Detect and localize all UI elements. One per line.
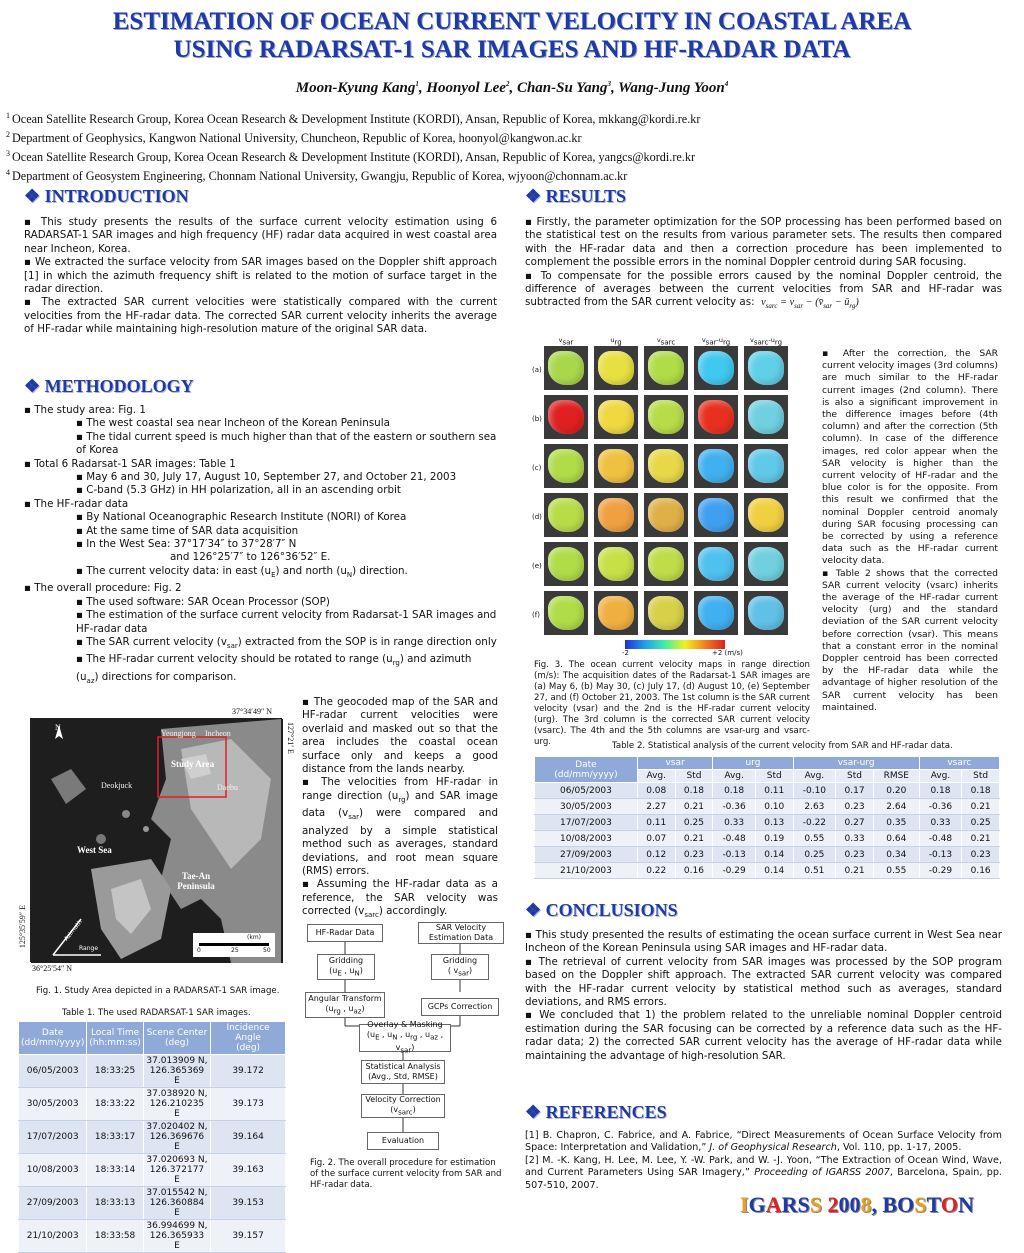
colorbar-max: +2 (m/s) — [712, 649, 743, 657]
table-cell: 0.18 — [919, 783, 962, 799]
table-cell: 0.08 — [637, 783, 675, 799]
map-lon-left: 125°35′59″ E — [18, 905, 27, 949]
table-cell: 37.038920 N, 126.210235 E — [143, 1088, 210, 1121]
flow-angular-transform: Angular Transform ($u_{rg}$ , $u_{az}$) — [305, 992, 385, 1018]
results-heading: ❖ RESULTS — [525, 186, 627, 206]
logo-letter: 2 — [827, 1192, 839, 1217]
place-incheon: Incheon — [205, 729, 231, 738]
velocity-map-tile — [544, 395, 588, 439]
table-cell: 0.25 — [793, 847, 836, 863]
table-cell: -0.13 — [919, 847, 962, 863]
method-line: ▪ At the same time of SAR data acquisition — [76, 524, 299, 537]
velocity-map-tile — [594, 493, 638, 537]
table-cell: -0.48 — [713, 831, 756, 847]
velocity-map-tile — [694, 591, 738, 635]
author-name: Chan-Su Yang — [516, 80, 608, 96]
table-cell: 18:33:22 — [87, 1088, 143, 1121]
method-line: ▪ The HF-radar data — [24, 497, 129, 510]
sar-image-drawing — [31, 719, 283, 963]
logo-letter: O — [940, 1192, 958, 1217]
table-cell: 06/05/2003 — [19, 1055, 87, 1088]
author-name: Moon-Kyung Kang — [295, 80, 416, 96]
table-cell: 0.55 — [873, 863, 919, 879]
velocity-map-grid — [528, 336, 818, 656]
logo-letter: 0 — [838, 1192, 850, 1217]
velocity-map-tile — [544, 346, 588, 390]
place-west-sea: West Sea — [77, 845, 112, 855]
table-cell: 0.10 — [755, 799, 793, 815]
table-cell: -0.29 — [713, 863, 756, 879]
conclusion-paragraph: ▪ This study presented the results of estimating the ocean surface current in West Sea near Incheon of the Korean Peninsula using SAR images and HF-radar data. — [525, 929, 1002, 955]
scale-line — [199, 943, 269, 946]
table-cell: 18:33:14 — [87, 1154, 143, 1187]
scale-bar — [193, 933, 275, 957]
method-line: ▪ C-band (5.3 GHz) in HH polarization, all in an ascending orbit — [76, 484, 401, 497]
introduction-heading: ❖ INTRODUCTION — [24, 186, 189, 206]
velocity-map-tile — [744, 444, 788, 488]
table-row — [19, 1088, 286, 1121]
table2-group-header: urg — [713, 757, 793, 770]
method-line: ▪ In the West Sea: 37°17′34″ to 37°28′7″ N — [76, 538, 297, 551]
table-cell: 18:33:13 — [87, 1187, 143, 1220]
table2-sub-header: Std — [836, 770, 874, 783]
table-cell: 10/08/2003 — [19, 1154, 87, 1187]
table2-caption: Table 2. Statistical analysis of the current velocity from SAR and HF-radar data. — [612, 741, 953, 751]
table-cell: 0.23 — [962, 847, 1000, 863]
logo-letter: 8 — [860, 1192, 872, 1217]
table-cell: 36.994699 N, 126.365933 E — [143, 1220, 210, 1253]
fig2-caption: Fig. 2. The overall procedure for estimation of the surface current velocity from SAR and HF-radar data. — [310, 1158, 502, 1190]
table2-group-header: vsarc — [919, 757, 999, 770]
results-side-paragraph: ▪ Table 2 shows that the corrected SAR current velocity (vsarc) inherits the average of the HF-radar current velocity (urg) and the standard deviation of the SAR current velocity before correction (vsar). This means that a constant error in the nominal Doppler centroid has been corrected by the HF-radar data while the advantage of higher resolution of the SAR current velocity has been maintained. — [822, 567, 998, 713]
velocity-map-tile — [744, 395, 788, 439]
method-right-paragraph: ▪ Assuming the HF-radar data as a reference, the SAR velocity was corrected $(v_{sarc})$ accordingly. — [302, 878, 498, 920]
table-cell: 0.25 — [675, 815, 713, 831]
table1-header: Date (dd/mm/yyyy) — [19, 1022, 87, 1055]
table-cell: 0.07 — [637, 831, 675, 847]
velocity-map-tile — [694, 542, 738, 586]
table2-sub-header: Avg. — [919, 770, 962, 783]
results-paragraph: ▪ Firstly, the parameter optimization for the SOP processing has been performed based on the statistical test on the results from various parameter sets. The results then compared with the HF-radar data and then a correction procedure has been implemented to complement the possible errors in the nominal Doppler centroid during SAR focusing. — [525, 216, 1002, 269]
method-line: ▪ The estimation of the surface current velocity from Radarsat-1 SAR images and HF-radar data — [76, 609, 497, 635]
table-cell: 21/10/2003 — [19, 1220, 87, 1253]
poster-title — [0, 8, 1024, 64]
scale-unit: (km) — [247, 934, 262, 941]
velocity-map-tile — [594, 444, 638, 488]
method-line: ▪ The tidal current speed is much higher than that of the eastern or southern sea of Korea — [76, 430, 497, 457]
table-cell: 17/07/2003 — [19, 1121, 87, 1154]
table-cell: 0.55 — [793, 831, 836, 847]
flow-gridding-sar: Gridding ( $v_{sar}$) — [431, 954, 489, 980]
table1-caption: Table 1. The used RADARSAT-1 SAR images. — [62, 1008, 251, 1018]
author-affil-marker: 2 — [505, 80, 510, 88]
north-label: N — [55, 723, 61, 732]
results-body — [525, 216, 1002, 314]
table-cell: 39.157 — [211, 1220, 286, 1253]
table-cell: 0.33 — [836, 831, 874, 847]
results-side-text — [822, 348, 998, 714]
fig3-column-label: $v_{sar}-u_{rg}$ — [701, 336, 731, 347]
table-cell: 0.21 — [675, 831, 713, 847]
flow-statistical-analysis: Statistical Analysis (Avg., Std, RMSE) — [361, 1060, 445, 1084]
table-cell: 0.16 — [962, 863, 1000, 879]
flow-hf-radar-data: HF-Radar Data — [307, 924, 383, 942]
conclusions-body — [525, 929, 1002, 1063]
logo-letter: S — [797, 1192, 810, 1217]
velocity-map-tile — [744, 542, 788, 586]
velocity-map-tile — [694, 444, 738, 488]
table-cell: 37.020693 N, 126.372177 E — [143, 1154, 210, 1187]
fig3-column-label: $u_{rg}$ — [610, 336, 622, 347]
table2-sub-header: Std — [755, 770, 793, 783]
flow-evaluation: Evaluation — [367, 1132, 439, 1150]
table-row — [19, 1220, 286, 1253]
title-line-1: ESTIMATION OF OCEAN CURRENT VELOCITY IN COASTAL AREA — [112, 8, 912, 35]
table-cell: -0.48 — [919, 831, 962, 847]
method-line: ▪ The HF-radar current velocity should be rotated to range $(u_{rg})$ and azimuth $(u_{az})$ directions for comparison. — [76, 653, 472, 685]
intro-paragraph: ▪ The extracted SAR current velocities were statistically compared with the current velocities from the HF-radar data. The corrected SAR current velocity inherits the average of HF-radar while maintaining high-resolution mature of the original SAR data. — [24, 296, 497, 336]
method-line: ▪ The study area: Fig. 1 — [24, 404, 146, 416]
table-cell: -0.13 — [713, 847, 756, 863]
velocity-map-tile — [744, 493, 788, 537]
table-cell: 37.015542 N, 126.360884 E — [143, 1187, 210, 1220]
place-daebu: Daebu — [217, 783, 238, 792]
table-cell: 0.25 — [962, 815, 1000, 831]
table-cell: 2.64 — [873, 799, 919, 815]
table2-sub-header: Avg. — [713, 770, 756, 783]
table-cell: 0.35 — [873, 815, 919, 831]
table-cell: 30/05/2003 — [19, 1088, 87, 1121]
method-line: ▪ The used software: SAR Ocean Processor (SOP) — [76, 595, 330, 608]
method-line: ▪ The west coastal sea near Incheon of the Korean Peninsula — [76, 417, 390, 430]
title-line-2: USING RADARSAT-1 SAR IMAGES AND HF-RADAR DATA — [173, 36, 851, 63]
method-line: ▪ By National Oceanographic Research Institute (NORI) of Korea — [76, 511, 407, 524]
table-cell: 0.18 — [675, 783, 713, 799]
logo-letter: 0 — [849, 1192, 861, 1217]
velocity-map-tile — [744, 591, 788, 635]
fig3-column-label: $v_{sarc}-u_{rg}$ — [749, 336, 783, 347]
table-row — [19, 1154, 286, 1187]
table-cell: 0.20 — [873, 783, 919, 799]
table-cell: -0.10 — [793, 783, 836, 799]
table2-sub-header: Avg. — [637, 770, 675, 783]
logo-letter: O — [897, 1192, 915, 1217]
map-lat-bottom: 36°25′54″ N — [32, 964, 73, 973]
table-cell: 0.21 — [675, 799, 713, 815]
flow-gridding-hf: Gridding ($u_E$ , $u_N$) — [317, 954, 375, 980]
table-cell: 0.11 — [755, 783, 793, 799]
table1-grid — [18, 1021, 286, 1253]
table-cell: 0.22 — [637, 863, 675, 879]
references-body — [525, 1130, 1002, 1192]
method-line: ▪ Total 6 Radarsat-1 SAR images: Table 1 — [24, 457, 236, 470]
table-cell: 0.14 — [755, 847, 793, 863]
affiliation-list — [6, 108, 1016, 184]
table-cell: 0.33 — [713, 815, 756, 831]
fig3-row-label: (a) — [532, 366, 542, 374]
velocity-map-tile — [644, 444, 688, 488]
table-cell: 0.27 — [836, 815, 874, 831]
table-cell: -0.36 — [919, 799, 962, 815]
velocity-map-tile — [544, 444, 588, 488]
table-cell: 39.173 — [211, 1088, 286, 1121]
table-cell: 39.164 — [211, 1121, 286, 1154]
velocity-map-tile — [544, 542, 588, 586]
table1-header: Local Time (hh:mm:ss) — [87, 1022, 143, 1055]
table-cell: 0.14 — [755, 863, 793, 879]
affiliation-line: $^1$ Ocean Satellite Research Group, Korea Ocean Research & Development Institute (KORDI), Ansan, Republic of Korea, mkkang@kordi.re.kr — [6, 111, 701, 127]
table-cell: 0.23 — [675, 847, 713, 863]
scale-tick: 50 — [263, 947, 271, 954]
table-cell: 0.11 — [637, 815, 675, 831]
table-cell: 0.21 — [962, 831, 1000, 847]
fig3-row-label: (e) — [532, 562, 542, 570]
place-taean: Tae-An Peninsula — [177, 871, 215, 891]
table2-group-header: vsar-urg — [793, 757, 919, 770]
colorbar — [625, 640, 725, 649]
fig3-column-label: $v_{sarc}$ — [656, 336, 676, 347]
map-lon-right: 127°21′ E — [286, 722, 295, 754]
table-cell: -0.36 — [713, 799, 756, 815]
fig3-row-label: (b) — [532, 415, 542, 423]
logo-letter: S — [914, 1192, 927, 1217]
logo-letter: N — [957, 1192, 974, 1217]
methodology-body — [24, 404, 497, 688]
author-list: Moon-Kyung Kang$^1$, Hoonyol Lee$^2$, Chan-Su Yang$^3$, Wang-Jung Yoon$^4$ — [295, 80, 729, 96]
fig3-row-label: (f) — [532, 611, 540, 619]
velocity-map-tile — [644, 591, 688, 635]
reference-item: [2] M. -K. Kang, H. Lee, M. Lee, Y. -W. Park, and W. -J. Yoon, “The Extraction of Ocean Wind, Wave, and Current Parameters Using SAR Imagery,” Proceeding of IGARSS 2007, Barcelona, Spain, pp. 507-510, 2007. — [525, 1154, 1002, 1191]
study-area-map — [30, 718, 282, 962]
table-row — [19, 1187, 286, 1220]
logo-letter: , — [871, 1192, 877, 1217]
table-cell: 39.172 — [211, 1055, 286, 1088]
author-affil-marker: 3 — [607, 80, 611, 88]
method-line: ▪ The SAR current velocity $(v_{sar})$ extracted from the SOP is in range direction only — [76, 635, 497, 650]
table-cell: 21/10/2003 — [535, 863, 638, 879]
methodology-heading: ❖ METHODOLOGY — [24, 376, 194, 396]
table-cell: 18:33:25 — [87, 1055, 143, 1088]
table-row — [535, 815, 1000, 831]
flow-overlay-masking: Overlay & Masking ($u_E$ , $u_N$ , $u_{rg}$ , $u_{az}$ , $v_{sar}$) — [359, 1024, 451, 1052]
results-paragraph: ▪ To compensate for the possible errors caused by the nominal Doppler centroid, the difference of averages between the current velocities from SAR and HF-radar was subtracted from the SAR current velocity as: $v_{sarc} = v_{sar}$ − ($v̄_{sar}$ − $ū_{rg}$) — [525, 269, 1002, 311]
table-row — [19, 1055, 286, 1088]
table-cell: 2.27 — [637, 799, 675, 815]
place-deokjuck: Deokjuck — [101, 781, 133, 790]
logo-letter: R — [781, 1192, 798, 1217]
table2-sub-header: Std — [962, 770, 1000, 783]
table-cell: 0.51 — [793, 863, 836, 879]
fig3-column-label: $v_{sar}$ — [558, 336, 574, 347]
velocity-map-tile — [694, 346, 738, 390]
author-affil-marker: 4 — [724, 80, 729, 88]
affiliation-line: $^2$ Department of Geophysics, Kangwon National University, Chuncheon, Republic of Korea, hoonyol@kangwon.ac.kr — [6, 130, 582, 146]
table2-sub-header: Avg. — [793, 770, 836, 783]
intro-paragraph: ▪ This study presents the results of the surface current velocity estimation using 6 RADARSAT-1 SAR images and high frequency (HF) radar data acquired in west coastal area near Incheon, Korea. — [24, 216, 497, 255]
table-cell: 0.64 — [873, 831, 919, 847]
method-line: ▪ May 6 and 30, July 17, August 10, September 27, and October 21, 2003 — [76, 471, 457, 484]
table-cell: 30/05/2003 — [535, 799, 638, 815]
table-cell: 2.63 — [793, 799, 836, 815]
range-label: Range — [79, 945, 99, 952]
table-cell: 0.23 — [836, 799, 874, 815]
velocity-map-tile — [544, 493, 588, 537]
table-cell: 0.13 — [755, 815, 793, 831]
table-cell: 27/09/2003 — [535, 847, 638, 863]
table-cell: 0.12 — [637, 847, 675, 863]
author-name: Wang-Jung Yoon — [618, 80, 725, 96]
logo-letter: A — [765, 1192, 782, 1217]
table-cell: 06/05/2003 — [535, 783, 638, 799]
author-name: Hoonyol Lee — [426, 80, 506, 96]
velocity-map-tile — [644, 542, 688, 586]
table-cell: 0.18 — [713, 783, 756, 799]
velocity-map-tile — [544, 591, 588, 635]
table-cell: 17/07/2003 — [535, 815, 638, 831]
table-row — [535, 799, 1000, 815]
method-right-paragraph: ▪ The geocoded map of the SAR and HF-radar current velocities were overlaid and masked out so that the area includes the coastal ocean surface only and keeps a good distance from the lands nearby. — [302, 696, 498, 776]
table2 — [534, 756, 1000, 879]
table2-sub-header: Std — [675, 770, 713, 783]
velocity-map-tile — [594, 346, 638, 390]
table-cell: 0.19 — [755, 831, 793, 847]
logo-letter: I — [740, 1192, 749, 1217]
scale-tick: 0 — [197, 947, 201, 954]
table-cell: 39.153 — [211, 1187, 286, 1220]
flow-gcps-correction: GCPs Correction — [421, 998, 499, 1016]
table-row — [535, 831, 1000, 847]
table1 — [18, 1021, 286, 1253]
table-row — [535, 783, 1000, 799]
table1-header: Scene Center (deg) — [143, 1022, 210, 1055]
method-right-paragraph: ▪ The velocities from HF-radar in range direction $(u_{rg})$ and SAR image data $(v_{sar})$ were compared and analyzed by a simple statistical method such as averages, standard deviations, and root mean square (RMS) errors. — [302, 776, 498, 877]
intro-paragraph: ▪ We extracted the surface velocity from SAR images based on the Doppler shift approach [1] in which the azimuth frequency shift is related to the motion of surface target in the radar direction. — [24, 256, 497, 296]
flow-velocity-correction: Velocity Correction $(v_{sarc})$ — [361, 1094, 445, 1118]
place-yeongjong: Yeongjong — [161, 729, 196, 738]
table-cell: -0.22 — [793, 815, 836, 831]
procedure-flowchart — [305, 920, 505, 1160]
fig3-caption: Fig. 3. The ocean current velocity maps in range direction (m/s): The acquisition dates of the Radarsat-1 SAR images are (a) May 6, (b) May 30, (c) July 17, (d) August 10, (e) September 27, and (f) October 21, 2003. The 1st column is the SAR current velocity (vsar) and the 2nd is the HF-radar current velocity (urg). The 3rd column is the corrected SAR current velocity (vsarc). The 4th and the 5th columns are vsar-urg and vsarc-urg. — [534, 660, 810, 747]
table-cell: 39.163 — [211, 1154, 286, 1187]
table2-group-header: Date (dd/mm/yyyy) — [535, 757, 638, 783]
logo-letter: B — [882, 1192, 898, 1217]
table2-sub-header: RMSE — [873, 770, 919, 783]
table-row — [535, 847, 1000, 863]
velocity-map-tile — [694, 493, 738, 537]
velocity-map-tile — [644, 493, 688, 537]
method-line: and 126°25′7″ to 126°36′52″ E. — [170, 551, 331, 564]
affiliation-line: $^3$ Ocean Satellite Research Group, Korea Ocean Research & Development Institute (KORDI), Ansan, Republic of Korea, yangcs@kordi.re.kr — [6, 149, 695, 165]
table2-grid — [534, 756, 1000, 879]
table-row — [535, 863, 1000, 879]
fig3-row-label: (d) — [532, 513, 542, 521]
references-heading: ❖ REFERENCES — [525, 1102, 667, 1122]
results-side-paragraph: ▪ After the correction, the SAR current velocity images (3rd columns) are much similar to the HF-radar current images (2nd column). There is also a significant improvement in the difference images before (4th column) and after the correction (5th column). In case of the difference images, red color appear when the SAR velocity is higher than the current velocity of HF-radar and the blue color is for the opposite. From this result we confirmed that the nominal Doppler centroid anomaly during SAR focusing processing can be corrected by using a reference data such as the HF-radar current velocity data. — [822, 348, 998, 567]
scale-tick: 25 — [231, 947, 239, 954]
velocity-map-tile — [644, 346, 688, 390]
velocity-map-tile — [644, 395, 688, 439]
method-line: ▪ The current velocity data: in east $(u_E)$ and north $(u_N)$ direction. — [76, 564, 408, 579]
table-cell: -0.29 — [919, 863, 962, 879]
conclusion-paragraph: ▪ We concluded that 1) the problem related to the unreliable nominal Doppler centroid estimation during the SAR focusing can be corrected by a reference data such as the HF-radar data; 2) the corrected SAR current velocity has the average of HF-radar data while maintaining the advantage of high-resolution SAR. — [525, 1009, 1002, 1062]
table-cell: 0.16 — [675, 863, 713, 879]
table-cell: 0.18 — [962, 783, 1000, 799]
affiliation-line: $^4$ Department of Geosystem Engineering, Chonnam National University, Gwangju, Republic of Korea, wjyoon@chonnam.ac.kr — [6, 168, 628, 184]
fig1-caption: Fig. 1. Study Area depicted in a RADARSAT-1 SAR image. — [36, 986, 280, 996]
author-affil-marker: 1 — [415, 80, 419, 88]
velocity-map-tile — [594, 395, 638, 439]
reference-item: [1] B. Chapron, C. Fabrice, and A. Fabrice, “Direct Measurements of Ocean Surface Velocity from Space: Interpretation and Validation,” J. of Geophysical Research, Vol. 110, pp. 1-17, 2005. — [525, 1130, 1002, 1154]
conclusion-paragraph: ▪ The retrieval of current velocity from SAR images was processed by the SOP program based on the Doppler shift approach. The extracted SAR current velocity was compared with the HF-radar current velocity by statistical method such as averages, standard deviations, and RMS errors. — [525, 955, 1002, 1009]
velocity-map-tile — [594, 591, 638, 635]
igarss-logo — [740, 1192, 974, 1218]
colorbar-min: -2 — [622, 649, 629, 657]
logo-letter: T — [926, 1192, 941, 1217]
method-line: ▪ The overall procedure: Fig. 2 — [24, 582, 182, 595]
table1-header: Incidence Angle (deg) — [211, 1022, 286, 1055]
table-cell: 37.013909 N, 126.365369 E — [143, 1055, 210, 1088]
table-cell: 0.21 — [836, 863, 874, 879]
velocity-map-tile — [594, 542, 638, 586]
azimuth-label: Azimuth — [62, 918, 84, 943]
introduction-body — [24, 216, 497, 337]
fig3-row-label: (c) — [532, 464, 542, 472]
methodology-body-right — [302, 696, 498, 923]
correction-equation: $v_{sarc} = v_{sar}$ − ($v̄_{sar}$ − $ū_{rg}$) — [761, 297, 859, 311]
table-row — [19, 1121, 286, 1154]
table-cell: 0.34 — [873, 847, 919, 863]
table-cell: 0.17 — [836, 783, 874, 799]
flow-sar-velocity: SAR Velocity Estimation Data — [418, 922, 504, 944]
table-cell: 18:33:17 — [87, 1121, 143, 1154]
table-cell: 0.21 — [962, 799, 1000, 815]
velocity-map-tile — [744, 346, 788, 390]
logo-letter: G — [748, 1192, 766, 1217]
table-cell: 10/08/2003 — [535, 831, 638, 847]
map-lat-top: 37°34′49″ N — [232, 707, 273, 716]
conclusions-heading: ❖ CONCLUSIONS — [525, 900, 678, 920]
place-study-area: Study Area — [171, 759, 215, 769]
table-cell: 0.23 — [836, 847, 874, 863]
table-cell: 18:33:58 — [87, 1220, 143, 1253]
table-cell: 0.33 — [919, 815, 962, 831]
table-cell: 37.020402 N, 126.369676 E — [143, 1121, 210, 1154]
logo-letter: S — [809, 1192, 822, 1217]
table-cell: 27/09/2003 — [19, 1187, 87, 1220]
table2-group-header: vsar — [637, 757, 712, 770]
velocity-map-tile — [694, 395, 738, 439]
